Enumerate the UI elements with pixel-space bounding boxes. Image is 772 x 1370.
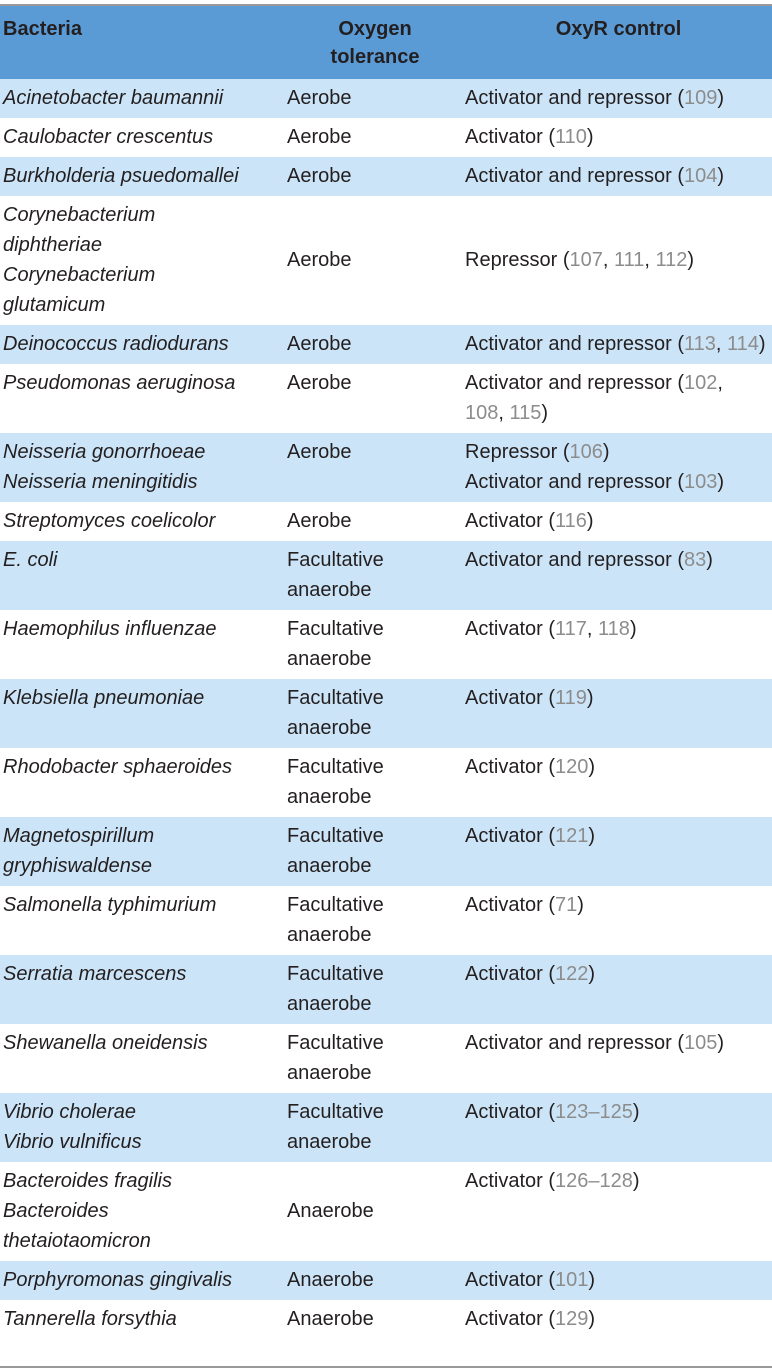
reference-number: 109 (683, 87, 718, 109)
control-text: ) (588, 825, 596, 847)
species-name: Bacteroides fragilis (3, 1170, 172, 1192)
cell-oxyr-control (465, 502, 772, 541)
control-text: Activator ( (465, 126, 556, 148)
reference-number: 120 (555, 756, 589, 778)
control-line (465, 821, 772, 851)
cell-oxyr-control (465, 1093, 772, 1162)
species-name: diphtheriae (3, 234, 102, 256)
control-text: Activator ( (465, 618, 556, 640)
oxygen-value: Aerobe (287, 441, 352, 463)
control-text: , (717, 372, 723, 394)
control-text: Activator ( (465, 1101, 556, 1123)
species-name: Haemophilus influenzae (3, 618, 217, 640)
table-row (0, 610, 772, 679)
table-body (0, 79, 772, 1339)
control-line (465, 959, 772, 989)
table-row (0, 748, 772, 817)
table-row (0, 502, 772, 541)
control-text: Activator ( (465, 756, 556, 778)
species-name: Burkholderia psuedomallei (3, 165, 239, 187)
species-name: Vibrio cholerae (3, 1101, 137, 1123)
control-line (465, 683, 772, 713)
cell-oxyr-control (465, 541, 772, 610)
cell-oxygen-tolerance (285, 502, 465, 541)
cell-oxyr-control (465, 118, 772, 157)
species-name: Pseudomonas aeruginosa (3, 372, 236, 394)
table-row (0, 886, 772, 955)
reference-number: 107 (569, 249, 603, 271)
reference-number: 129 (555, 1308, 589, 1330)
cell-species (0, 196, 285, 325)
cell-oxyr-control (465, 1162, 772, 1261)
control-text: Repressor ( (465, 441, 570, 463)
oxygen-value: anaerobe (287, 993, 372, 1015)
reference-number: 105 (683, 1032, 718, 1054)
oxygen-value: anaerobe (287, 579, 372, 601)
control-line (465, 161, 772, 191)
oxygen-value: Facultative (287, 687, 384, 709)
cell-species (0, 1261, 285, 1300)
cell-species (0, 79, 285, 118)
species-name: Salmonella typhimurium (3, 894, 217, 916)
cell-oxygen-tolerance (285, 118, 465, 157)
control-line (465, 467, 772, 497)
control-text: ) (758, 333, 766, 355)
species-name: Magnetospirillum (3, 825, 155, 847)
reference-number: 71 (555, 894, 578, 916)
cell-oxygen-tolerance (285, 1300, 465, 1339)
reference-number: 117 (555, 618, 587, 640)
oxygen-value: Facultative (287, 825, 384, 847)
control-text: ) (588, 1269, 596, 1291)
cell-oxygen-tolerance (285, 196, 465, 325)
control-text: ) (577, 894, 584, 916)
species-name: E. coli (3, 549, 58, 571)
control-line (465, 368, 772, 398)
control-line (465, 614, 772, 644)
cell-oxyr-control (465, 433, 772, 502)
reference-number: 103 (683, 471, 718, 493)
cell-oxygen-tolerance (285, 541, 465, 610)
species-name: thetaiotaomicron (3, 1230, 151, 1252)
control-text: ) (717, 87, 725, 109)
reference-number: 126–128 (555, 1170, 633, 1192)
bottom-rule (0, 1366, 772, 1368)
cell-species (0, 1093, 285, 1162)
control-line (465, 245, 772, 275)
control-text: Activator and repressor ( (465, 87, 684, 109)
species-name: Bacteroides (3, 1200, 109, 1222)
control-text: ) (602, 441, 610, 463)
cell-oxyr-control (465, 1024, 772, 1093)
oxygen-value: Aerobe (287, 249, 352, 271)
cell-species (0, 118, 285, 157)
control-text: ) (541, 402, 549, 424)
control-text: ) (632, 1170, 640, 1192)
species-name: Caulobacter crescentus (3, 126, 214, 148)
reference-number: 118 (598, 618, 630, 640)
cell-species (0, 610, 285, 679)
reference-number: 101 (555, 1269, 589, 1291)
cell-oxygen-tolerance (285, 433, 465, 502)
control-line (465, 1304, 772, 1334)
control-text: Activator ( (465, 510, 556, 532)
cell-oxyr-control (465, 817, 772, 886)
species-name: Serratia marcescens (3, 963, 187, 985)
control-text: ) (706, 549, 713, 571)
species-name: Deinococcus radiodurans (3, 333, 229, 355)
cell-oxyr-control (465, 748, 772, 817)
oxygen-value: anaerobe (287, 924, 372, 946)
table-row (0, 364, 772, 433)
control-line (465, 398, 772, 428)
cell-oxyr-control (465, 79, 772, 118)
reference-number: 114 (727, 333, 759, 355)
cell-oxygen-tolerance (285, 1024, 465, 1093)
cell-oxygen-tolerance (285, 1093, 465, 1162)
control-text: Activator ( (465, 1269, 556, 1291)
reference-number: 115 (509, 402, 542, 424)
cell-species (0, 157, 285, 196)
control-line (465, 1097, 772, 1127)
oxygen-value: anaerobe (287, 648, 372, 670)
reference-number: 111 (613, 249, 645, 271)
control-text: Activator and repressor ( (465, 1032, 684, 1054)
control-text: , (715, 333, 727, 355)
table-row (0, 118, 772, 157)
header-bacteria: Bacteria (3, 18, 82, 40)
cell-oxygen-tolerance (285, 679, 465, 748)
cell-species (0, 541, 285, 610)
header-row (0, 6, 772, 79)
species-name: Corynebacterium (3, 264, 156, 286)
control-text: ) (717, 1032, 725, 1054)
header-oxygen-label (285, 15, 465, 71)
control-line (465, 1028, 772, 1058)
header-oxyr-control: OxyR control (555, 18, 682, 40)
table-row (0, 79, 772, 118)
table-row (0, 1300, 772, 1339)
species-name: gryphiswaldense (3, 855, 152, 877)
control-text: ) (629, 618, 637, 640)
reference-number: 108 (465, 402, 499, 424)
species-name: Shewanella oneidensis (3, 1032, 208, 1054)
species-name: Rhodobacter sphaeroides (3, 756, 233, 778)
reference-number: 83 (683, 549, 707, 571)
reference-number: 106 (569, 441, 603, 463)
table-row (0, 817, 772, 886)
cell-oxygen-tolerance (285, 817, 465, 886)
cell-species (0, 1162, 285, 1261)
control-text: Activator ( (465, 1308, 556, 1330)
control-text: , (498, 402, 510, 424)
header-oxygen-word: tolerance (330, 46, 420, 68)
cell-oxyr-control (465, 610, 772, 679)
oxygen-value: anaerobe (287, 1131, 372, 1153)
control-text: Activator and repressor ( (465, 471, 684, 493)
cell-oxygen-tolerance (285, 1162, 465, 1261)
reference-number: 104 (683, 165, 718, 187)
control-line (465, 752, 772, 782)
control-line (465, 329, 772, 359)
species-name: Corynebacterium (3, 204, 156, 226)
cell-species (0, 886, 285, 955)
species-name: Neisseria gonorrhoeae (3, 441, 206, 463)
cell-oxygen-tolerance (285, 886, 465, 955)
cell-oxyr-control (465, 325, 772, 364)
cell-oxyr-control (465, 886, 772, 955)
oxygen-value: anaerobe (287, 717, 372, 739)
control-text: ) (586, 126, 594, 148)
control-line (465, 506, 772, 536)
oxygen-value: anaerobe (287, 1062, 372, 1084)
reference-number: 113 (683, 333, 716, 355)
table-row (0, 196, 772, 325)
control-text: ) (717, 471, 725, 493)
species-name: Streptomyces coelicolor (3, 510, 216, 532)
reference-number: 121 (555, 825, 589, 847)
oxygen-value: Anaerobe (287, 1308, 374, 1330)
oxygen-value: Aerobe (287, 510, 352, 532)
cell-species (0, 433, 285, 502)
oxygen-value: Aerobe (287, 165, 352, 187)
table-row (0, 325, 772, 364)
cell-oxygen-tolerance (285, 157, 465, 196)
cell-oxygen-tolerance (285, 748, 465, 817)
reference-number: 112 (655, 249, 688, 271)
species-name: Acinetobacter baumannii (3, 87, 224, 109)
oxygen-value: Aerobe (287, 333, 352, 355)
reference-number: 110 (555, 126, 587, 148)
reference-number: 102 (683, 372, 718, 394)
control-line (465, 122, 772, 152)
species-name: glutamicum (3, 294, 106, 316)
cell-species (0, 325, 285, 364)
oxygen-value: Facultative (287, 756, 384, 778)
cell-oxyr-control (465, 1300, 772, 1339)
cell-species (0, 502, 285, 541)
oxygen-value: Aerobe (287, 372, 352, 394)
control-text: , (602, 249, 614, 271)
cell-oxygen-tolerance (285, 364, 465, 433)
table-row (0, 1261, 772, 1300)
oxygen-value: Anaerobe (287, 1269, 374, 1291)
oxygen-value: Facultative (287, 1032, 384, 1054)
control-text: Activator ( (465, 1170, 556, 1192)
control-text: Activator and repressor ( (465, 165, 684, 187)
cell-oxyr-control (465, 196, 772, 325)
oxyr-table (0, 6, 772, 1339)
control-text: Activator ( (465, 687, 556, 709)
table-row (0, 679, 772, 748)
control-text: Activator ( (465, 894, 556, 916)
oxygen-value: Facultative (287, 963, 384, 985)
table-row (0, 541, 772, 610)
oxygen-value: Aerobe (287, 126, 352, 148)
species-name: Tannerella forsythia (3, 1308, 177, 1330)
control-text: Activator ( (465, 825, 556, 847)
table-row (0, 157, 772, 196)
cell-oxygen-tolerance (285, 79, 465, 118)
control-text: Activator and repressor ( (465, 372, 684, 394)
cell-oxyr-control (465, 364, 772, 433)
control-line (465, 545, 772, 575)
cell-oxygen-tolerance (285, 610, 465, 679)
header-oxygen-tolerance (285, 6, 465, 79)
cell-oxygen-tolerance (285, 955, 465, 1024)
control-text: ) (588, 1308, 596, 1330)
header-oxygen-word: Oxygen (338, 18, 412, 40)
reference-number: 119 (555, 687, 587, 709)
control-text: , (644, 249, 656, 271)
control-line (465, 1265, 772, 1295)
table-row (0, 1024, 772, 1093)
cell-oxyr-control (465, 1261, 772, 1300)
oxygen-value: Aerobe (287, 87, 352, 109)
control-text: ) (632, 1101, 640, 1123)
control-text: ) (588, 756, 596, 778)
control-line (465, 1166, 772, 1196)
cell-species (0, 1300, 285, 1339)
oxygen-value: Facultative (287, 618, 384, 640)
table-row (0, 1162, 772, 1261)
species-name: Klebsiella pneumoniae (3, 687, 205, 709)
species-name: Vibrio vulnificus (3, 1131, 142, 1153)
cell-species (0, 364, 285, 433)
oxygen-value: Facultative (287, 1101, 384, 1123)
cell-oxyr-control (465, 955, 772, 1024)
cell-species (0, 679, 285, 748)
reference-number: 123–125 (555, 1101, 633, 1123)
cell-oxyr-control (465, 679, 772, 748)
reference-number: 116 (555, 510, 587, 532)
oxygen-value: Facultative (287, 894, 384, 916)
control-text: ) (717, 165, 725, 187)
control-line (465, 890, 772, 920)
species-name: Porphyromonas gingivalis (3, 1269, 233, 1291)
control-line (465, 437, 772, 467)
control-line (465, 83, 772, 113)
control-text: Activator ( (465, 963, 556, 985)
cell-species (0, 1024, 285, 1093)
control-text: ) (586, 687, 594, 709)
oxygen-value: anaerobe (287, 786, 372, 808)
control-text: Activator and repressor ( (465, 549, 684, 571)
oxygen-value: anaerobe (287, 855, 372, 877)
control-text: ) (588, 963, 596, 985)
oxygen-value: Anaerobe (287, 1200, 374, 1222)
cell-oxygen-tolerance (285, 1261, 465, 1300)
control-text: ) (586, 510, 594, 532)
control-text: Repressor ( (465, 249, 570, 271)
cell-species (0, 955, 285, 1024)
species-name: Neisseria meningitidis (3, 471, 198, 493)
cell-oxygen-tolerance (285, 325, 465, 364)
control-text: Activator and repressor ( (465, 333, 684, 355)
control-text: ) (687, 249, 695, 271)
cell-species (0, 748, 285, 817)
table-row (0, 433, 772, 502)
control-text: , (586, 618, 599, 640)
reference-number: 122 (555, 963, 589, 985)
cell-oxyr-control (465, 157, 772, 196)
oxygen-value: Facultative (287, 549, 384, 571)
cell-species (0, 817, 285, 886)
table-row (0, 955, 772, 1024)
table-row (0, 1093, 772, 1162)
